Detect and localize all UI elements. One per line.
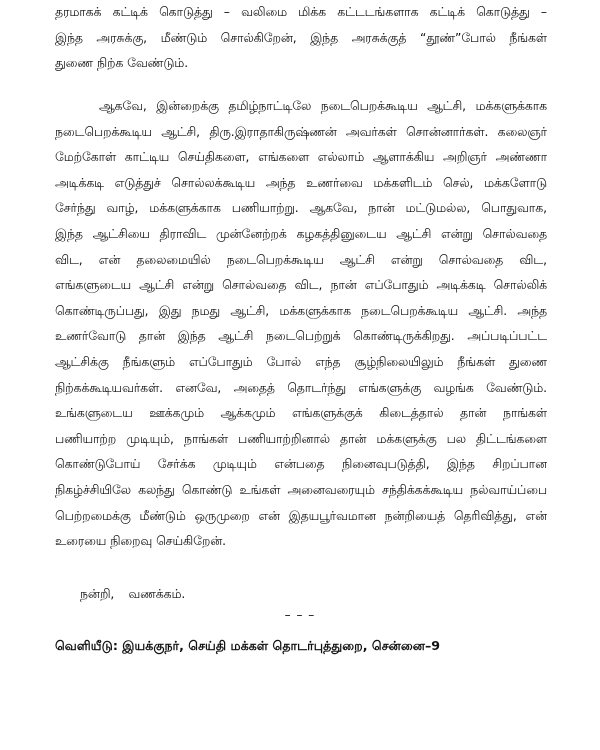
paragraph-line: தரமாகக் கட்டிக் கொடுத்து – வலிமை மிக்க கட்டடங்களாக கட்டிக் கொடுத்து –: [55, 5, 547, 19]
section-divider: – – –: [284, 608, 316, 622]
paragraph-line: உணர்வோடு தான் இந்த ஆட்சி நடைபெற்றுக் கொண்டிருக்கிறது. அப்படிப்பட்ட: [55, 329, 547, 344]
paragraph-line: இந்த ஆட்சியை திராவிட முன்னேற்றக் கழகத்தினுடைய ஆட்சி என்று சொல்வதை: [55, 226, 547, 241]
paragraph-2: [55, 94, 547, 555]
paragraph-line: நிகழ்ச்சியிலே கலந்து கொண்டு உங்கள் அனைவரையும் சந்திக்கக்கூடிய நல்வாய்ப்பை: [55, 482, 547, 497]
paragraph-1: [55, 0, 547, 77]
paragraph-line: நிற்கக்கூடியவர்கள். எனவே, அதைத் தொடர்ந்து எங்களுக்கு வழங்க வேண்டும்.: [55, 380, 547, 395]
paragraph-line: பணியாற்ற முடியும், நாங்கள் பணியாற்றினால் தான் மக்களுக்கு பல திட்டங்களை: [55, 431, 547, 446]
paragraph-line: துணை நிற்க வேண்டும்.: [55, 56, 189, 71]
paragraph-line: ஆகவே, இன்றைக்கு தமிழ்நாட்டிலே நடைபெறக்கூடிய ஆட்சி, மக்களுக்காக: [99, 99, 547, 113]
paragraph-line: ஆட்சிக்கு நீங்களும் எப்போதும் போல் எந்த சூழ்நிலையிலும் நீங்கள் துணை: [55, 354, 547, 369]
thanks-text: நன்றி,: [80, 587, 115, 601]
paragraph-line: பெற்றமைக்கு மீண்டும் ஒருமுறை என் இதயபூர்வமான நன்றியைத் தெரிவித்து, என்: [55, 508, 547, 523]
closing-salutation: [80, 584, 185, 604]
greeting-text: வணக்கம்.: [128, 587, 186, 601]
paragraph-line: இந்த அரசுக்கு, மீண்டும் சொல்கிறேன், இந்த அரசுக்குத் “தூண்”போல் நீங்கள்: [55, 30, 547, 45]
paragraph-line: எங்களுடைய ஆட்சி என்று சொல்வதை விட, நான் எப்போதும் அடிக்கடி சொல்லிக்: [55, 278, 547, 293]
paragraph-line: கொண்டுபோய் சேர்க்க முடியும் என்பதை நினைவுபடுத்தி, இந்த சிறப்பான: [55, 457, 547, 472]
publisher-footer: வெளியீடு: இயக்குநர், செய்தி மக்கள் தொடர்புத்துறை, சென்னை–9: [55, 638, 441, 653]
paragraph-line: உரையை நிறைவு செய்கிறேன்.: [55, 534, 227, 549]
paragraph-line: நடைபெறக்கூடிய ஆட்சி, திரு.இராதாகிருஷ்ணன் அவர்கள் சொன்னார்கள். கலைஞர்: [55, 124, 547, 139]
paragraph-line: அடிக்கடி எடுத்துச் சொல்லக்கூடிய அந்த உணர்வை மக்களிடம் செல், மக்களோடு: [55, 175, 547, 190]
paragraph-line: உங்களுடைய ஊக்கமும் ஆக்கமும் எங்களுக்குக் கிடைத்தால் தான் நாங்கள்: [55, 406, 547, 421]
paragraph-line: மேற்கோள் காட்டிய செய்திகளை, எங்களை எல்லாம் ஆளாக்கிய அறிஞர் அண்ணா: [55, 150, 547, 165]
paragraph-line: விட, என் தலைமையில் நடைபெறக்கூடிய ஆட்சி என்று சொல்வதை விட,: [55, 252, 547, 267]
paragraph-line: கொண்டிருப்பது, இது நமது ஆட்சி, மக்களுக்காக நடைபெறக்கூடிய ஆட்சி. அந்த: [55, 303, 547, 318]
paragraph-line: சேர்ந்து வாழ், மக்களுக்காக பணியாற்று. ஆகவே, நான் மட்டுமல்ல, பொதுவாக,: [55, 201, 547, 216]
